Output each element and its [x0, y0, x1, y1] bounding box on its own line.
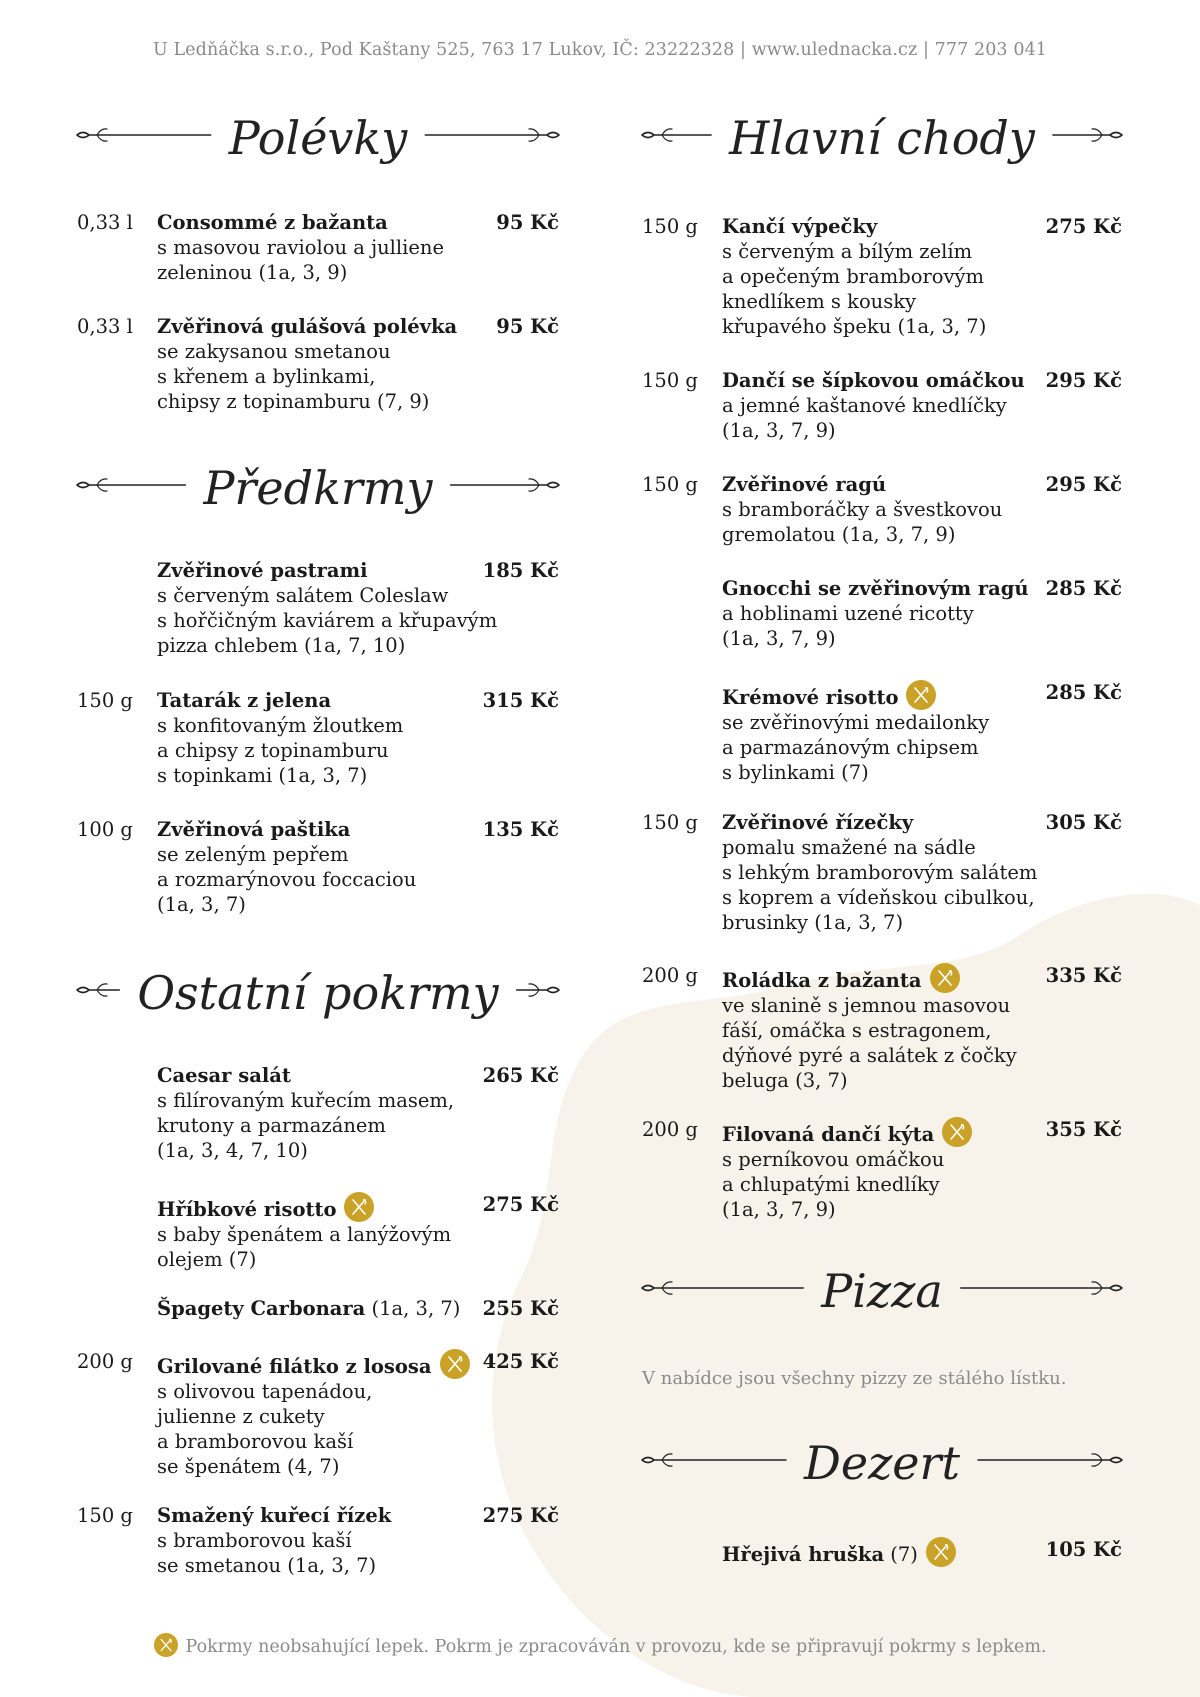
item-body [722, 963, 1017, 1093]
item-description-line: s bramborovou kaší [157, 1529, 352, 1552]
item-description-line: (1a, 3, 7, 9) [722, 419, 836, 442]
section-header-dezert [642, 1430, 1122, 1510]
item-body [157, 1296, 460, 1321]
item-name: Špagety Carbonara [157, 1297, 366, 1320]
item-body [722, 1537, 956, 1567]
item-quantity: 100 g [77, 818, 133, 841]
item-description-line: s červeným a bílým zelím [722, 240, 973, 263]
section-title-ostatni: Ostatní pokrmy [137, 966, 499, 1020]
item-description-line: s perníkovou omáčkou [722, 1148, 945, 1171]
item-title-line [722, 472, 1002, 497]
footer-note [0, 1633, 1200, 1657]
item-title-line [722, 576, 1029, 601]
item-description-line: a bramborovou kaší [157, 1430, 354, 1453]
item-price: 295 Kč [1045, 473, 1122, 496]
item-title-line [157, 1349, 470, 1379]
section-header-polevky [77, 105, 559, 185]
item-name: Caesar salát [157, 1064, 291, 1087]
item-quantity: 150 g [77, 1504, 133, 1527]
item-body [722, 1117, 972, 1222]
item-price: 285 Kč [1045, 681, 1122, 704]
item-description-line: s křenem a bylinkami, [157, 365, 376, 388]
item-description-line: s červeným salátem Coleslaw [157, 584, 449, 607]
item-description-line: s koprem a vídeňskou cibulkou, [722, 886, 1035, 909]
section-header-ostatni [77, 960, 559, 1040]
item-price: 275 Kč [1045, 215, 1122, 238]
item-description-line: s bramboráčky a švestkovou [722, 498, 1003, 521]
item-body [722, 576, 1029, 651]
item-title-line [157, 1192, 451, 1222]
item-body [157, 1063, 454, 1163]
item-name: Zvěřinová paštika [157, 818, 351, 841]
item-name: Dančí se šípkovou omáčkou [722, 369, 1025, 392]
item-price: 135 Kč [482, 818, 559, 841]
section-header-pizza [642, 1258, 1122, 1338]
item-description-line: s konfitovaným žloutkem [157, 714, 404, 737]
section-title-hlavni: Hlavní chody [729, 111, 1035, 165]
item-name: Hřejivá hruška [722, 1543, 885, 1566]
item-body [157, 314, 457, 414]
item-description-line: s hořčičným kaviárem a křupavým [157, 609, 498, 632]
item-allergens: (7) [884, 1543, 918, 1566]
gluten-free-icon [906, 680, 936, 710]
item-title-line [157, 558, 497, 583]
item-body [722, 810, 1037, 935]
gluten-free-icon [942, 1117, 972, 1147]
item-description-line: s lehkým bramborovým salátem [722, 861, 1038, 884]
item-title-line [157, 817, 416, 842]
item-body [157, 817, 416, 917]
section-header-predkrmy [77, 455, 559, 535]
item-description-line: chipsy z topinamburu (7, 9) [157, 390, 430, 413]
item-description-line: s olivovou tapenádou, [157, 1380, 373, 1403]
item-allergens: (1a, 3, 7) [365, 1297, 461, 1320]
gluten-free-icon [926, 1537, 956, 1567]
item-description-line: se zvěřinovými medailonky [722, 711, 990, 734]
item-description-line: pomalu smažené na sádle [722, 836, 976, 859]
item-description-line: s baby špenátem a lanýžovým [157, 1223, 452, 1246]
item-description-line: křupavého špeku (1a, 3, 7) [722, 315, 987, 338]
item-description-line: a rozmarýnovou foccaciou [157, 868, 417, 891]
gluten-free-icon [930, 963, 960, 993]
item-description-line: s filírovaným kuřecím masem, [157, 1089, 455, 1112]
item-description-line: se špenátem (4, 7) [157, 1455, 340, 1478]
item-description-line: gremolatou (1a, 3, 7, 9) [722, 523, 956, 546]
item-title-line [157, 314, 457, 339]
item-body [157, 210, 444, 285]
gluten-free-icon [440, 1349, 470, 1379]
item-title-line [722, 963, 1017, 993]
item-title-line [722, 214, 986, 239]
item-description-line: pizza chlebem (1a, 7, 10) [157, 634, 406, 657]
item-description-line: krutony a parmazánem [157, 1114, 386, 1137]
item-name: Zvěřinová gulášová polévka [157, 315, 458, 338]
item-description-line: s bylinkami (7) [722, 761, 869, 784]
item-name: Roládka z bažanta [722, 969, 922, 992]
item-price: 275 Kč [482, 1193, 559, 1216]
item-name: Krémové risotto [722, 686, 899, 709]
item-name: Zvěřinové řízečky [722, 811, 914, 834]
item-description-line: julienne z cukety [157, 1405, 325, 1428]
item-price: 255 Kč [482, 1297, 559, 1320]
item-price: 95 Kč [496, 315, 559, 338]
item-quantity: 0,33 l [77, 211, 133, 234]
item-price: 425 Kč [482, 1350, 559, 1373]
item-title-line [157, 688, 403, 713]
item-price: 95 Kč [496, 211, 559, 234]
item-description-line: se zakysanou smetanou [157, 340, 391, 363]
item-description-line: fáší, omáčka s estragonem, [722, 1019, 992, 1042]
item-title-line [157, 1063, 454, 1088]
item-quantity: 150 g [642, 369, 698, 392]
item-quantity: 150 g [642, 215, 698, 238]
item-description-line: (1a, 3, 4, 7, 10) [157, 1139, 308, 1162]
item-price: 305 Kč [1045, 811, 1122, 834]
section-header-hlavni [642, 105, 1122, 185]
item-description-line: se smetanou (1a, 3, 7) [157, 1554, 377, 1577]
item-price: 275 Kč [482, 1504, 559, 1527]
item-quantity: 150 g [642, 473, 698, 496]
item-description-line: a jemné kaštanové knedlíčky [722, 394, 1007, 417]
item-description-line: a chlupatými knedlíky [722, 1173, 940, 1196]
item-description-line: s masovou raviolou a julliene [157, 236, 445, 259]
item-title-line [722, 810, 1037, 835]
item-title-line [157, 210, 444, 235]
item-title-line [157, 1503, 391, 1528]
item-title-line [157, 1296, 460, 1321]
item-quantity: 150 g [77, 689, 133, 712]
item-body [722, 472, 1002, 547]
item-description-line: (1a, 3, 7, 9) [722, 627, 836, 650]
item-name: Zvěřinové ragú [722, 473, 887, 496]
item-description-line: (1a, 3, 7) [157, 893, 246, 916]
item-body [722, 680, 989, 785]
item-price: 105 Kč [1045, 1538, 1122, 1561]
item-title-line [722, 368, 1025, 393]
item-price: 285 Kč [1045, 577, 1122, 600]
item-quantity: 0,33 l [77, 315, 133, 338]
item-price: 185 Kč [482, 559, 559, 582]
item-body [722, 214, 986, 339]
item-description-line: ve slanině s jemnou masovou [722, 994, 1011, 1017]
item-quantity: 200 g [642, 964, 698, 987]
item-description-line: s topinkami (1a, 3, 7) [157, 764, 368, 787]
item-price: 265 Kč [482, 1064, 559, 1087]
item-name: Kančí výpečky [722, 215, 878, 238]
item-description-line: olejem (7) [157, 1248, 257, 1271]
section-title-predkrmy: Předkrmy [203, 461, 433, 515]
item-price: 355 Kč [1045, 1118, 1122, 1141]
item-description-line: beluga (3, 7) [722, 1069, 848, 1092]
item-name: Consommé z bažanta [157, 211, 388, 234]
section-title-dezert: Dezert [803, 1436, 961, 1490]
item-title-line [722, 680, 989, 710]
item-name: Filovaná dančí kýta [722, 1123, 935, 1146]
item-description-line: dýňové pyré a salátek z čočky [722, 1044, 1017, 1067]
pizza-note: V nabídce jsou všechny pizzy ze stálého lístku. [642, 1368, 1067, 1389]
gluten-free-icon [344, 1192, 374, 1222]
item-body [157, 1503, 391, 1578]
item-description-line: a chipsy z topinamburu [157, 739, 389, 762]
section-title-polevky: Polévky [228, 111, 408, 165]
item-name: Hříbkové risotto [157, 1198, 337, 1221]
item-name: Gnocchi se zvěřinovým ragú [722, 577, 1029, 600]
item-price: 295 Kč [1045, 369, 1122, 392]
item-description-line: (1a, 3, 7, 9) [722, 1198, 836, 1221]
section-title-pizza: Pizza [821, 1264, 943, 1318]
item-name: Smažený kuřecí řízek [157, 1504, 392, 1527]
item-name: Grilované filátko z lososa [157, 1355, 432, 1378]
item-description-line: a parmazánovým chipsem [722, 736, 979, 759]
item-description-line: a hoblinami uzené ricotty [722, 602, 974, 625]
item-description-line: a opečeným bramborovým [722, 265, 985, 288]
item-title-line [722, 1537, 956, 1567]
item-quantity: 150 g [642, 811, 698, 834]
item-description-line: zeleninou (1a, 3, 9) [157, 261, 348, 284]
item-title-line [722, 1117, 972, 1147]
item-description-line: se zeleným pepřem [157, 843, 349, 866]
item-description-line: knedlíkem s kousky [722, 290, 917, 313]
item-name: Zvěřinové pastrami [157, 559, 368, 582]
item-price: 315 Kč [482, 689, 559, 712]
item-body [157, 1192, 451, 1272]
header-contact: U Ledňáčka s.r.o., Pod Kaštany 525, 763 17 Lukov, IČ: 23222328 | www.ulednacka.cz | 777 203 041 [152, 40, 1048, 60]
item-quantity: 200 g [77, 1350, 133, 1373]
item-body [722, 368, 1025, 443]
item-quantity: 200 g [642, 1118, 698, 1141]
item-body [157, 688, 403, 788]
footer-text: Pokrmy neobsahující lepek. Pokrm je zpracováván v provozu, kde se připravují pokrmy s lepkem. [185, 1637, 1047, 1657]
item-name: Tatarák z jelena [157, 689, 332, 712]
item-price: 335 Kč [1045, 964, 1122, 987]
gluten-free-icon [154, 1633, 178, 1657]
item-body [157, 558, 497, 658]
item-body [157, 1349, 470, 1479]
item-description-line: brusinky (1a, 3, 7) [722, 911, 904, 934]
